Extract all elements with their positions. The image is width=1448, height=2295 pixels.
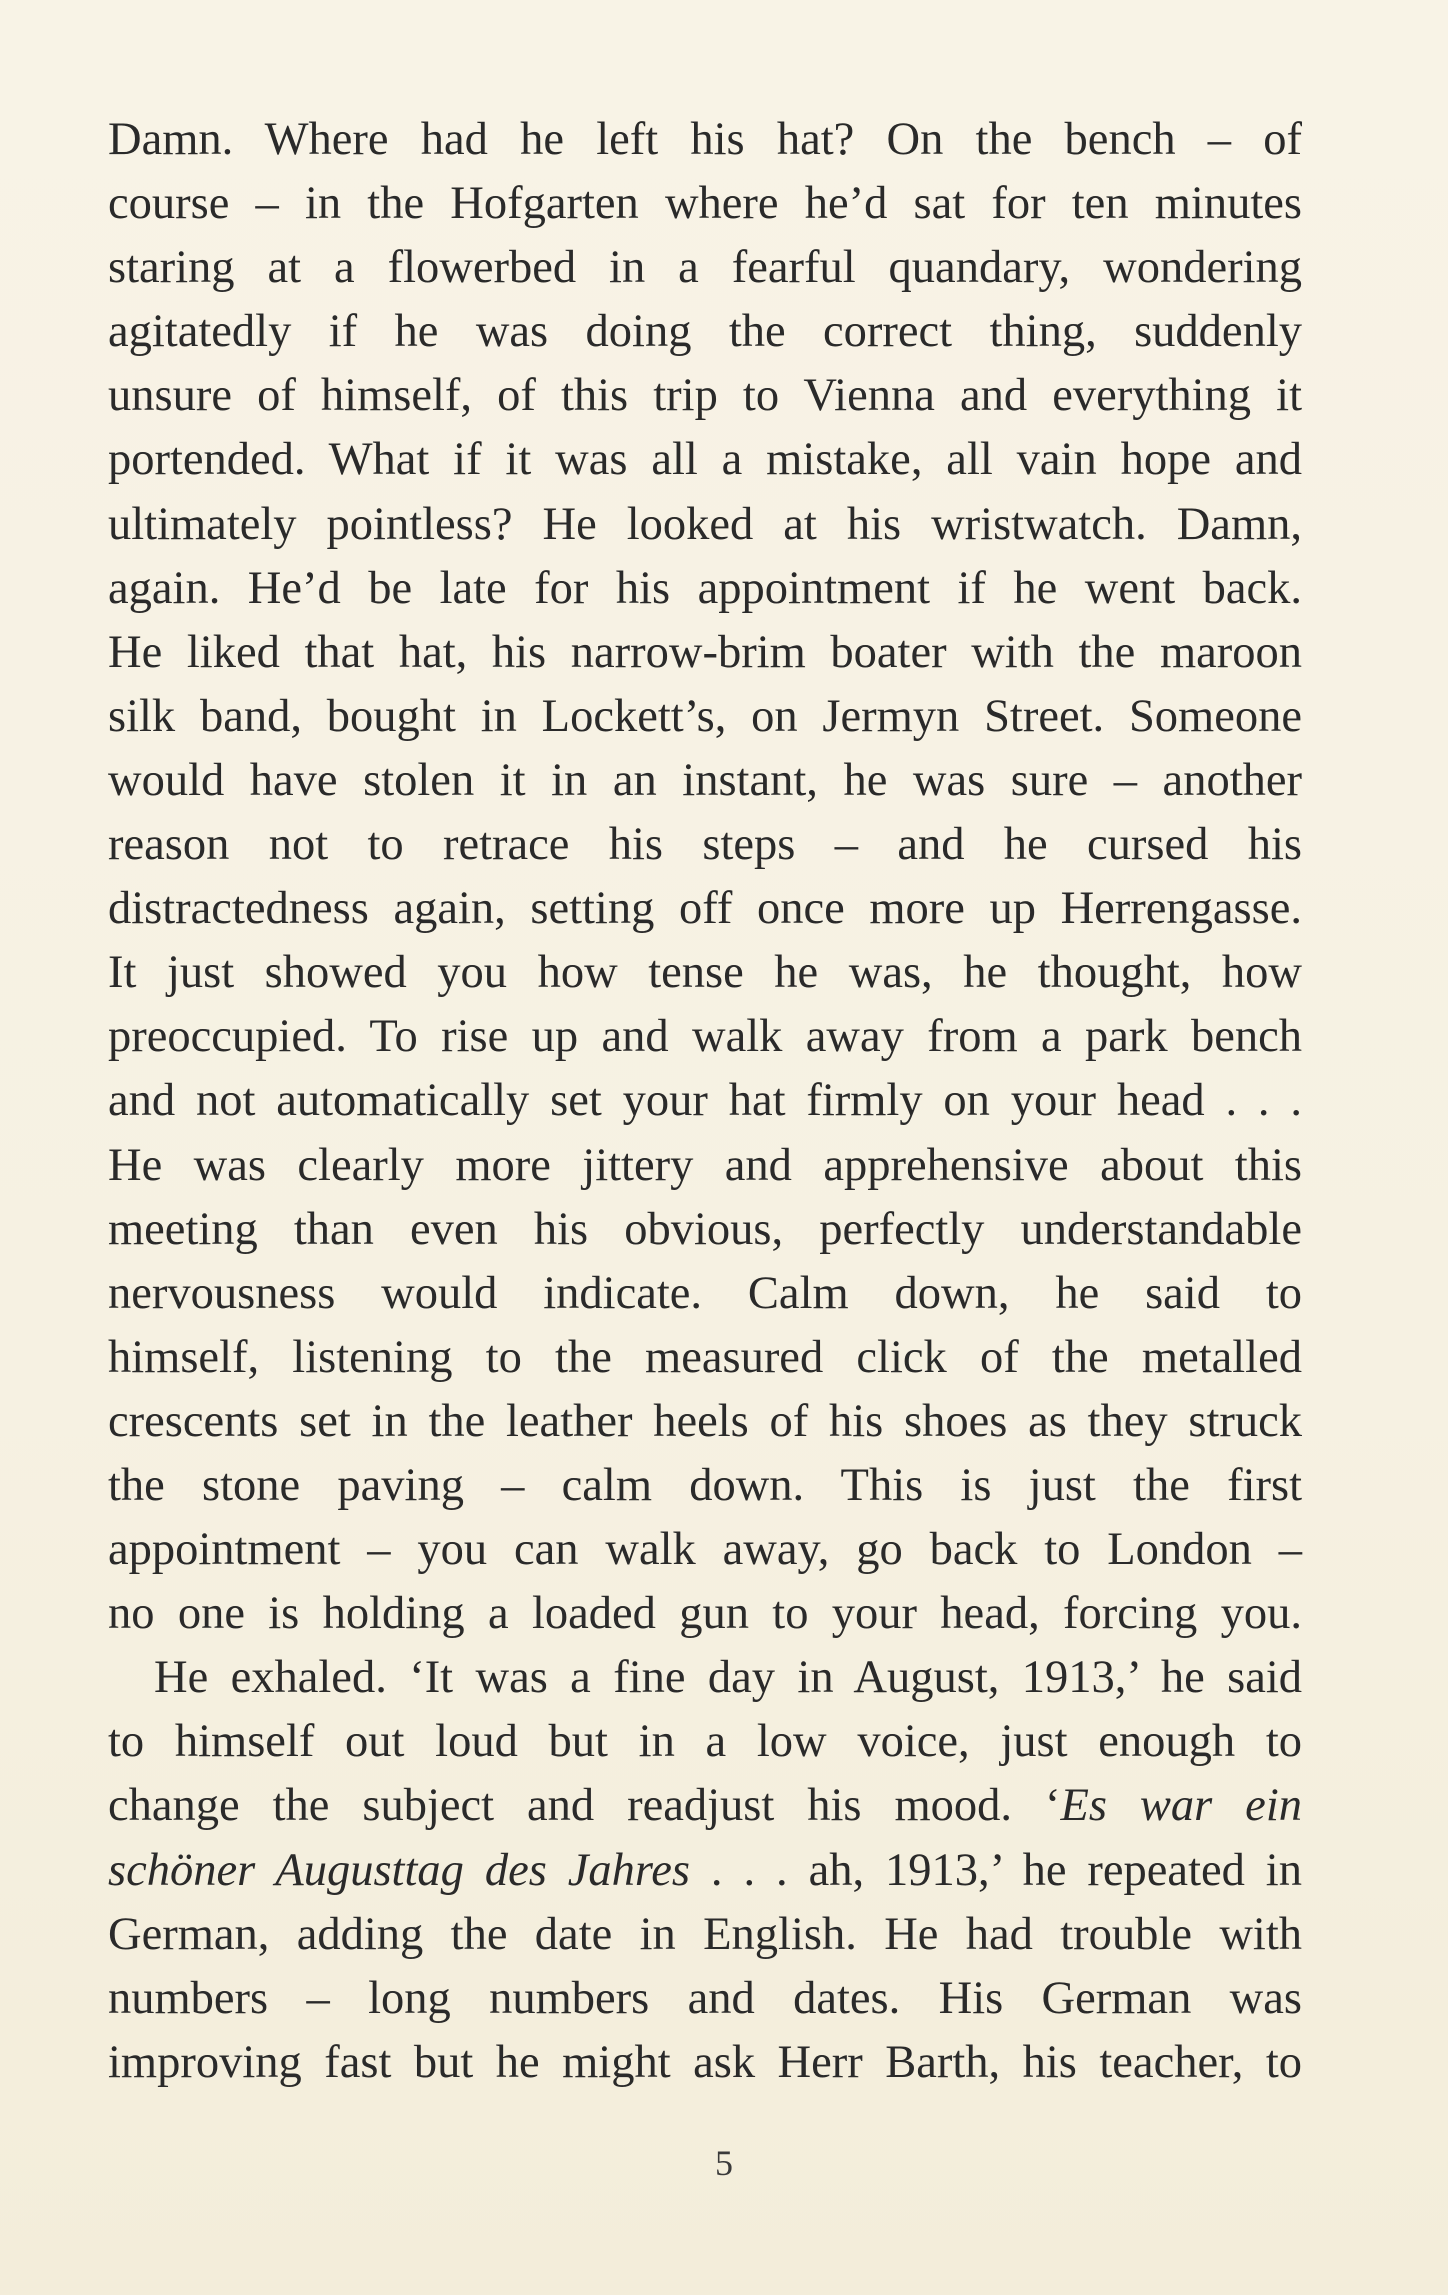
text-line: ultimately pointless? He looked at his wristwatch. Damn,	[108, 498, 1302, 550]
text-line: silk band, bought in Lockett’s, on Jermyn Street. Someone	[108, 690, 1302, 742]
text-line: unsure of himself, of this trip to Vienna and everything it	[108, 370, 1302, 422]
italic-text: Es war ein	[1060, 1780, 1302, 1832]
text-line: agitatedly if he was doing the correct thing, suddenly	[108, 306, 1302, 358]
text-line: German, adding the date in English. He had trouble with	[108, 1908, 1302, 1960]
body-text	[108, 108, 1302, 2095]
text-line: Damn. Where had he left his hat? On the bench – of	[108, 114, 1302, 165]
text-line: would have stolen it in an instant, he was sure – another	[108, 754, 1302, 806]
text-line: course – in the Hofgarten where he’d sat for ten minutes	[108, 178, 1302, 230]
text-run: change the subject and readjust his mood. ‘	[108, 1780, 1061, 1832]
text-line: appointment – you can walk away, go back to London –	[108, 1524, 1302, 1576]
text-run: . . . ah, 1913,’ he repeated in	[689, 1844, 1302, 1896]
text-line: portended. What if it was all a mistake, all vain hope and	[108, 434, 1302, 486]
text-line	[108, 1839, 1302, 1903]
text-line: He exhaled. ‘It was a fine day in August, 1913,’ he said	[154, 1652, 1302, 1704]
text-line: numbers – long numbers and dates. His German was	[108, 1972, 1302, 2024]
text-line: preoccupied. To rise up and walk away from a park bench	[108, 1011, 1302, 1063]
text-line: staring at a flowerbed in a fearful quandary, wondering	[108, 242, 1302, 294]
text-line: nervousness would indicate. Calm down, he said to	[108, 1267, 1302, 1319]
text-line: and not automatically set your hat firmly on your head . . .	[108, 1075, 1302, 1127]
text-line: no one is holding a loaded gun to your head, forcing you.	[108, 1588, 1302, 1640]
text-line: It just showed you how tense he was, he thought, how	[108, 947, 1302, 999]
text-line: the stone paving – calm down. This is just the first	[108, 1459, 1302, 1511]
text-line: reason not to retrace his steps – and he cursed his	[108, 819, 1302, 871]
text-line	[108, 1774, 1302, 1838]
text-line: himself, listening to the measured click of the metalled	[108, 1331, 1302, 1383]
text-line: again. He’d be late for his appointment if he went back.	[108, 562, 1302, 614]
text-line: He liked that hat, his narrow-brim boater with the maroon	[108, 626, 1302, 678]
italic-text: schöner Augusttag des Jahres	[108, 1844, 690, 1896]
text-line: improving fast but he might ask Herr Barth, his teacher, to	[108, 2036, 1302, 2088]
text-line: He was clearly more jittery and apprehensive about this	[108, 1139, 1302, 1191]
text-line: crescents set in the leather heels of his shoes as they struck	[108, 1395, 1302, 1447]
text-line: to himself out loud but in a low voice, just enough to	[108, 1716, 1302, 1768]
text-line: distractedness again, setting off once more up Herrengasse.	[108, 883, 1302, 935]
page-number: 5	[715, 2143, 733, 2183]
text-line: meeting than even his obvious, perfectly understandable	[108, 1203, 1302, 1255]
